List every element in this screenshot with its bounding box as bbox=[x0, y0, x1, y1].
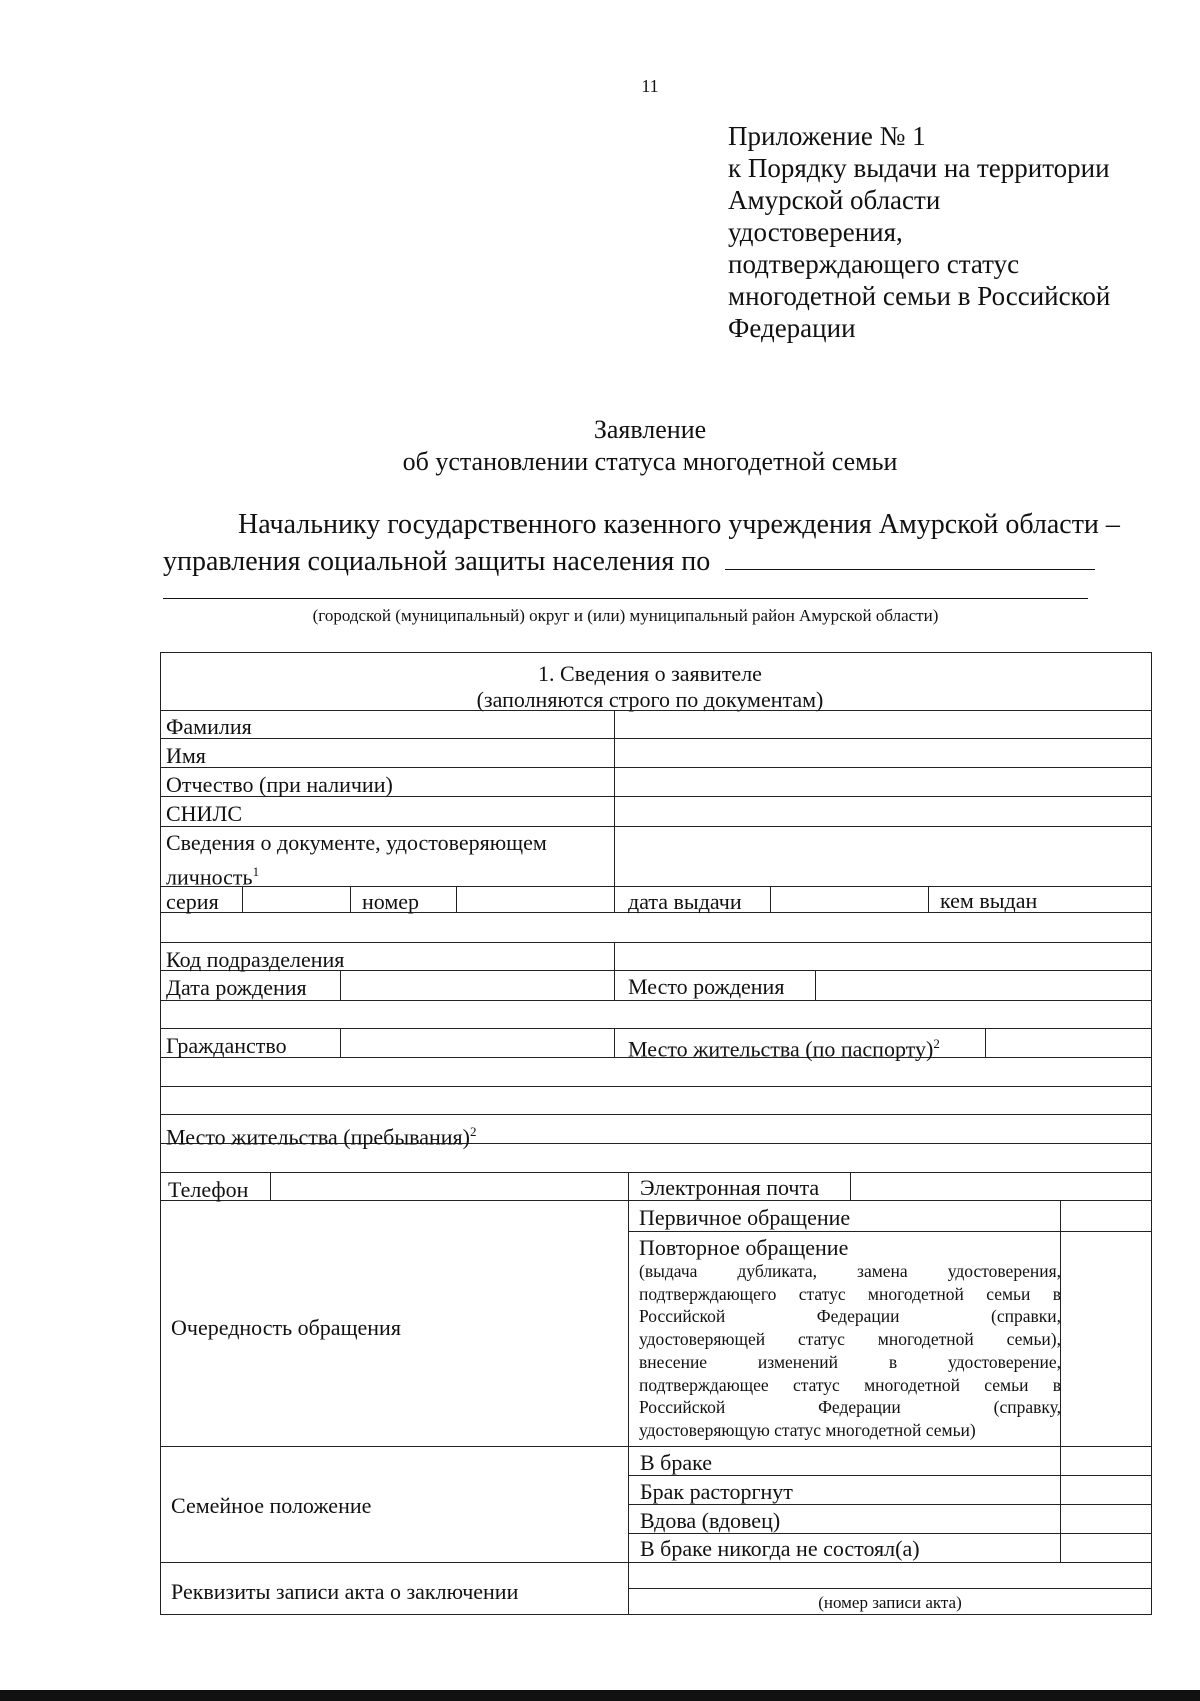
name-label: Имя bbox=[166, 743, 206, 768]
document-subtitle: об установлении статуса многодетной семьи bbox=[402, 447, 898, 476]
repeat-details-line: удостоверяющую статус многодетной семьи) bbox=[639, 1419, 976, 1440]
residence-stay-text: Место жительства (пребывания) bbox=[166, 1124, 470, 1150]
repeat-details-line: подтверждающее статус многодетной семьи в bbox=[639, 1374, 1061, 1395]
first-request-checkbox[interactable] bbox=[1061, 1201, 1151, 1230]
addressee-line-2-wrap bbox=[163, 546, 1095, 578]
snils-label: СНИЛС bbox=[166, 801, 243, 826]
phone-field[interactable] bbox=[271, 1173, 627, 1199]
residence-passport-label bbox=[628, 1032, 940, 1061]
married-label: В браке bbox=[640, 1450, 713, 1475]
repeat-request-label: Повторное обращение bbox=[639, 1235, 849, 1260]
repeat-details-line: (выдача дубликата, замена удостоверения, bbox=[639, 1261, 1061, 1281]
widowed-label: Вдова (вдовец) bbox=[640, 1508, 781, 1533]
birth-place-field-extra[interactable] bbox=[161, 1001, 1151, 1027]
footnote-1: 1 bbox=[252, 864, 260, 879]
series-label: серия bbox=[166, 889, 219, 914]
appendix-line: к Порядку выдачи на территории bbox=[728, 153, 1110, 183]
scan-edge bbox=[0, 1690, 1200, 1701]
surname-field[interactable] bbox=[615, 711, 1151, 737]
marriage-record-label: Реквизиты записи акта о заключении bbox=[171, 1579, 519, 1604]
repeat-details-line: подтверждающего статус многодетной семьи в bbox=[639, 1283, 1061, 1304]
phone-label: Телефон bbox=[168, 1177, 249, 1202]
first-request-label: Первичное обращение bbox=[639, 1205, 851, 1230]
surname-label: Фамилия bbox=[166, 714, 252, 739]
never-married-label: В браке никогда не состоял(а) bbox=[640, 1536, 920, 1561]
district-blank-1[interactable] bbox=[725, 569, 1095, 570]
citizenship-field[interactable] bbox=[341, 1029, 613, 1056]
document-title: Заявление bbox=[593, 415, 707, 444]
snils-field[interactable] bbox=[615, 797, 1151, 825]
repeat-details-line: внесение изменений в удостоверение, bbox=[639, 1351, 1061, 1372]
appendix-line: Амурской области bbox=[728, 185, 941, 215]
district-blank-2[interactable] bbox=[163, 598, 1088, 599]
district-caption: (городской (муниципальный) округ и (или) муниципальный район Амурской области) bbox=[312, 606, 939, 625]
number-label: номер bbox=[362, 889, 420, 914]
number-field[interactable] bbox=[457, 887, 613, 911]
name-field[interactable] bbox=[615, 739, 1151, 766]
birth-place-label: Место рождения bbox=[628, 974, 785, 999]
residence-stay-field[interactable] bbox=[161, 1144, 1151, 1171]
appendix-line: подтверждающего статус bbox=[728, 249, 1020, 279]
email-label: Электронная почта bbox=[640, 1175, 820, 1200]
section-subtitle: (заполняются строго по документам) bbox=[476, 687, 824, 712]
footnote-2b: 2 bbox=[469, 1124, 477, 1139]
widowed-checkbox[interactable] bbox=[1061, 1505, 1151, 1532]
married-checkbox[interactable] bbox=[1061, 1447, 1151, 1474]
marital-status-label: Семейное положение bbox=[171, 1493, 372, 1518]
repeat-details-line: удостоверяющей статус многодетной семьи), bbox=[639, 1329, 1061, 1350]
birth-date-field[interactable] bbox=[341, 971, 613, 999]
record-number-caption: (номер записи акта) bbox=[818, 1593, 962, 1612]
birth-date-label: Дата рождения bbox=[166, 975, 307, 1000]
footnote-2: 2 bbox=[933, 1036, 940, 1051]
patronymic-field[interactable] bbox=[615, 768, 1151, 795]
addressee-line-1: Начальнику государственного казенного учреждения Амурской области – bbox=[238, 509, 1120, 540]
issue-date-field[interactable] bbox=[771, 887, 927, 911]
page-number: 11 bbox=[641, 76, 659, 96]
patronymic-label: Отчество (при наличии) bbox=[166, 772, 393, 797]
issued-by-label: кем выдан bbox=[940, 888, 1038, 913]
section-title: 1. Сведения о заявителе bbox=[538, 661, 762, 686]
appendix-line: Приложение № 1 bbox=[728, 121, 926, 151]
repeat-details-line: Российской Федерации (справки, bbox=[639, 1306, 1061, 1327]
repeat-request-details bbox=[639, 1260, 1061, 1442]
division-code-label: Код подразделения bbox=[166, 947, 345, 972]
residence-passport-field-3[interactable] bbox=[161, 1087, 1151, 1113]
residence-passport-field[interactable] bbox=[986, 1029, 1151, 1056]
residence-passport-field-2[interactable] bbox=[161, 1058, 1151, 1085]
id-document-label: Сведения о документе, удостоверяющем bbox=[166, 830, 547, 855]
issue-date-label: дата выдачи bbox=[628, 889, 742, 914]
birth-place-field[interactable] bbox=[816, 971, 1151, 999]
addressee-line-2: управления социальной защиты населения по bbox=[163, 546, 711, 577]
residence-passport-text: Место жительства (по паспорту) bbox=[628, 1036, 934, 1062]
division-code-field[interactable] bbox=[615, 943, 1151, 969]
appendix-line: многодетной семьи в Российской bbox=[728, 281, 1111, 311]
series-field[interactable] bbox=[243, 887, 349, 911]
marriage-record-field[interactable] bbox=[629, 1563, 1151, 1587]
request-order-label: Очередность обращения bbox=[171, 1315, 401, 1340]
email-field[interactable] bbox=[851, 1173, 1151, 1199]
never-married-checkbox[interactable] bbox=[1061, 1534, 1151, 1561]
id-document-label-2 bbox=[166, 860, 259, 889]
id-document-field[interactable] bbox=[615, 827, 1151, 885]
repeat-details-line: Российской Федерации (справку, bbox=[639, 1397, 1061, 1418]
appendix-line: Федерации bbox=[728, 313, 856, 343]
divorced-label: Брак расторгнут bbox=[640, 1479, 793, 1504]
id-document-label-text: личность bbox=[166, 864, 253, 890]
citizenship-label: Гражданство bbox=[166, 1033, 287, 1058]
repeat-request-checkbox[interactable] bbox=[1061, 1232, 1151, 1445]
issued-by-field[interactable] bbox=[161, 913, 1151, 941]
appendix-block bbox=[728, 120, 1110, 344]
appendix-line: удостоверения, bbox=[728, 217, 903, 247]
divorced-checkbox[interactable] bbox=[1061, 1476, 1151, 1503]
